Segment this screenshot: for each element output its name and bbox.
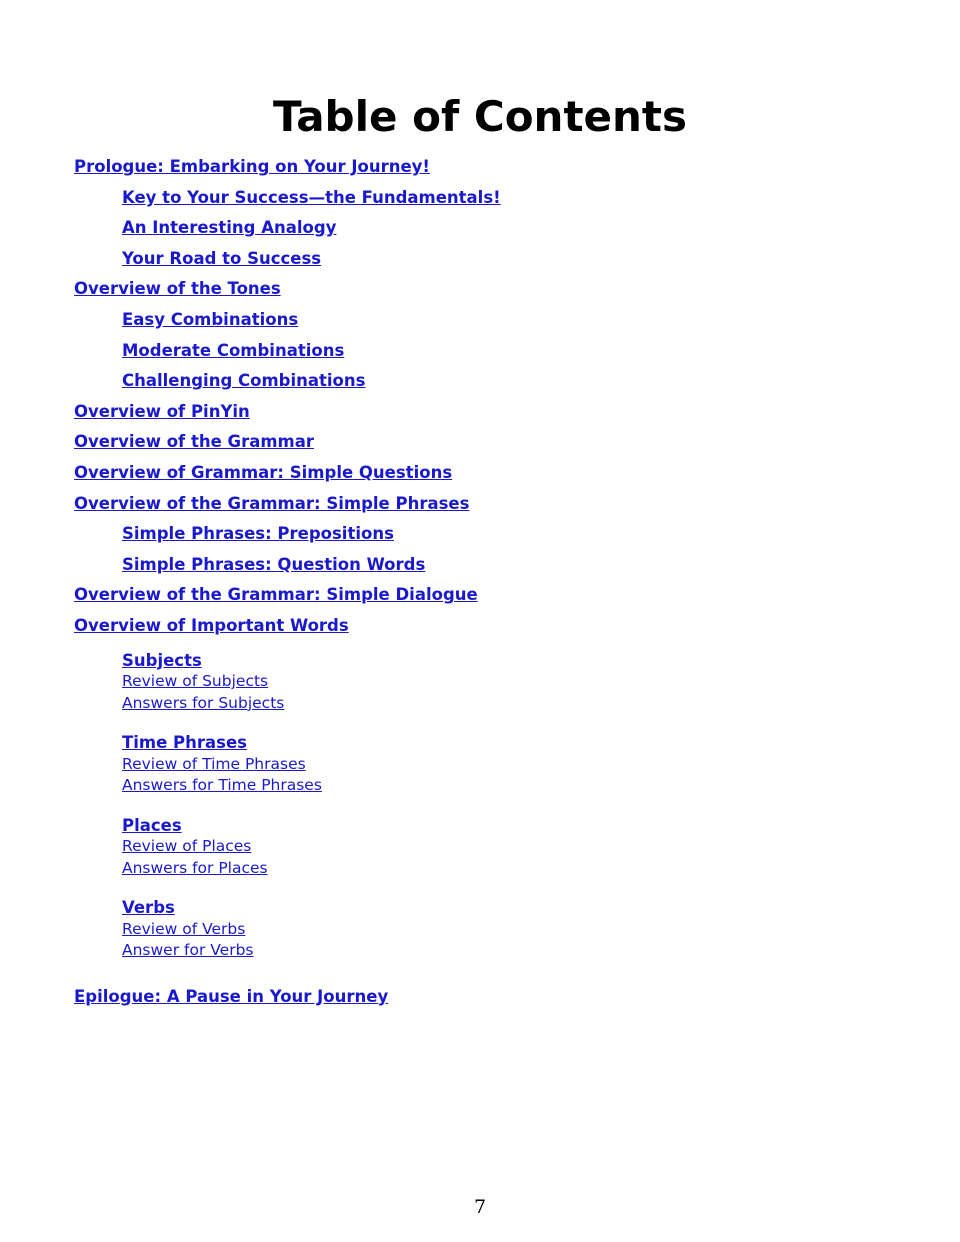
- toc-entry-review-of-subjects[interactable]: Review of Subjects: [122, 672, 269, 690]
- toc-entry-simple-phrases-question-words[interactable]: Simple Phrases: Question Words: [122, 554, 426, 574]
- toc-entry-simple-phrases-prepositions[interactable]: Simple Phrases: Prepositions: [122, 524, 394, 544]
- toc-group-verbs: [74, 897, 894, 962]
- toc-entry-epilogue[interactable]: Epilogue: A Pause in Your Journey: [74, 986, 389, 1006]
- page-number: 7: [473, 1196, 487, 1218]
- toc-entry-overview-of-grammar-simple-questions[interactable]: Overview of Grammar: Simple Questions: [74, 462, 453, 482]
- toc-entry-time-phrases[interactable]: Time Phrases: [122, 733, 247, 752]
- toc-group-places: [74, 815, 894, 880]
- toc-entry-places[interactable]: Places: [122, 815, 182, 835]
- toc-entry-moderate-combinations[interactable]: Moderate Combinations: [122, 340, 345, 360]
- toc-group-subjects: [74, 650, 894, 715]
- toc-entry-overview-of-the-tones[interactable]: Overview of the Tones: [74, 279, 281, 299]
- toc-entry-overview-of-the-grammar-simple-phrases[interactable]: Overview of the Grammar: Simple Phrases: [74, 493, 470, 513]
- toc-entry-key-to-your-success[interactable]: Key to Your Success—the Fundamentals!: [122, 187, 501, 207]
- toc-entry-overview-of-pinyin[interactable]: Overview of PinYin: [74, 401, 250, 421]
- toc-entry-answers-for-places[interactable]: Answers for Places: [122, 858, 268, 877]
- toc-entry-your-road-to-success[interactable]: Your Road to Success: [122, 248, 322, 268]
- toc-group-time-phrases: [74, 732, 894, 797]
- toc-entry-challenging-combinations[interactable]: Challenging Combinations: [122, 371, 366, 391]
- toc-entry-answers-for-time-phrases[interactable]: Answers for Time Phrases: [122, 776, 322, 794]
- toc-entry-answer-for-verbs[interactable]: Answer for Verbs: [122, 941, 254, 959]
- toc-entry-subjects[interactable]: Subjects: [122, 650, 202, 670]
- toc-tail: [74, 982, 894, 1013]
- toc-entry-review-of-time-phrases[interactable]: Review of Time Phrases: [122, 754, 306, 773]
- toc-entry-overview-of-important-words[interactable]: Overview of Important Words: [74, 615, 349, 635]
- toc-entry-easy-combinations[interactable]: Easy Combinations: [122, 309, 299, 329]
- toc-entry-an-interesting-analogy[interactable]: An Interesting Analogy: [122, 218, 337, 238]
- toc-entry-prologue[interactable]: Prologue: Embarking on Your Journey!: [74, 157, 430, 176]
- table-of-contents: [74, 152, 894, 1012]
- toc-entry-overview-of-the-grammar[interactable]: Overview of the Grammar: [74, 432, 314, 452]
- toc-entry-review-of-places[interactable]: Review of Places: [122, 837, 252, 855]
- page-title: Table of Contents: [272, 92, 687, 141]
- toc-entry-verbs[interactable]: Verbs: [122, 898, 175, 917]
- toc-entry-overview-of-the-grammar-simple-dialogue[interactable]: Overview of the Grammar: Simple Dialogue: [74, 585, 478, 605]
- toc-entry-answers-for-subjects[interactable]: Answers for Subjects: [122, 693, 285, 712]
- toc-entry-review-of-verbs[interactable]: Review of Verbs: [122, 919, 246, 938]
